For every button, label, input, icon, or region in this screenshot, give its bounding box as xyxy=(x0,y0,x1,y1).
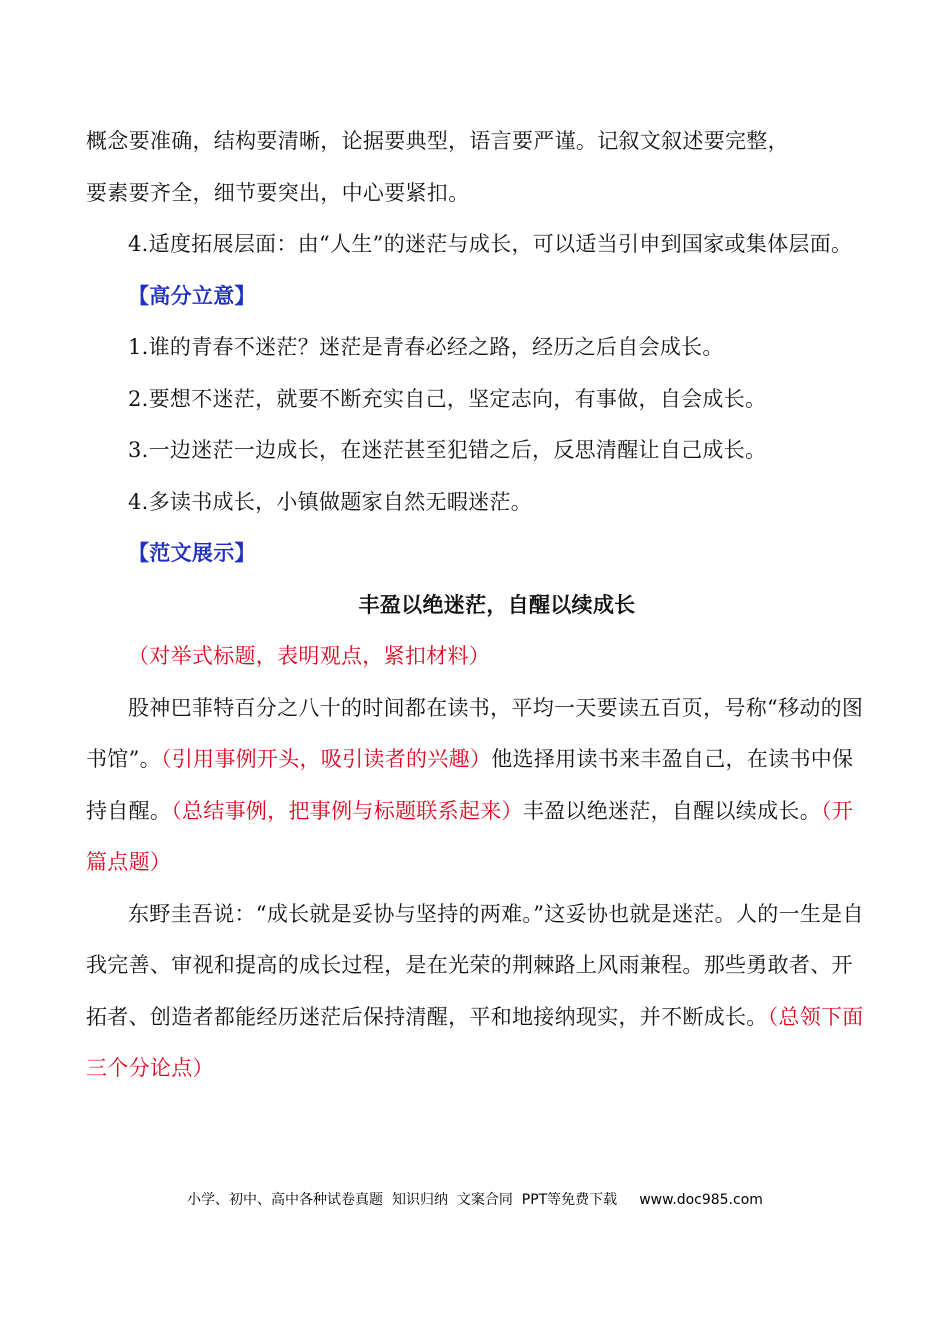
list-item: 1.谁的青春不迷茫？迷茫是青春必经之路，经历之后自会成长。 xyxy=(128,335,724,359)
essay-text: 东野圭吾说：“成长就是妥协与坚持的两难。”这妥协也就是迷茫。人的一生是自我完善、审视和提高的成长过程，是在光荣的荆棘路上风雨兼程。那些勇敢者、开拓者、创造者都能经历迷茫后保持清醒，平和地接纳现实，并不断成长。 xyxy=(86,901,864,1029)
document-body xyxy=(86,116,866,1095)
high-score-heading: 【高分立意】 xyxy=(128,283,256,308)
essay-title: 丰盈以绝迷茫，自醒以续成长 xyxy=(358,592,636,617)
footer-url[interactable]: www.doc985.com xyxy=(639,1192,763,1208)
point-4: 4.适度拓展层面：由“人生”的迷茫与成长，可以适当引申到国家或集体层面。 xyxy=(128,232,853,256)
essay-text: 他选择用读书来丰盈自己，在读书中保持自醒。 xyxy=(86,747,854,823)
list-item: 3.一边迷茫一边成长，在迷茫甚至犯错之后，反思清醒让自己成长。 xyxy=(128,438,767,462)
list-item: 4.多读书成长，小镇做题家自然无暇迷茫。 xyxy=(128,489,533,514)
paragraph-line: 概念要准确，结构要清晰，论据要典型，语言要严谨。记叙文叙述要完整， xyxy=(86,129,789,153)
title-note: （对举式标题，表明观点，紧扣材料） xyxy=(128,644,491,668)
essay-text: 丰盈以绝迷茫，自醒以续成长。 xyxy=(522,798,822,823)
annotation-note: （引用事例开头，吸引读者的兴趣） xyxy=(160,747,492,771)
page-footer xyxy=(0,1189,950,1209)
paragraph-line: 要素要齐全，细节要突出，中心要紧扣。 xyxy=(86,180,470,205)
annotation-note: （总结事例，把事例与标题联系起来） xyxy=(171,798,523,823)
essay-text: 股神巴菲特百分之八十的时间都在读书，平均一天要读五百页，号称“移动的图书馆”。 xyxy=(86,695,864,771)
annotation-note: （开篇点题） xyxy=(86,798,854,874)
paragraph-continued xyxy=(86,116,866,219)
annotation-note: （总领下面三个分论点） xyxy=(86,1004,864,1080)
essay-paragraph-2 xyxy=(86,889,866,1095)
list-item: 2.要想不迷茫，就要不断充实自己，坚定志向，有事做，自会成长。 xyxy=(128,386,767,411)
sample-heading: 【范文展示】 xyxy=(128,541,256,565)
footer-text: 小学、初中、高中各种试卷真题 知识归纳 文案合同 PPT等免费下载 xyxy=(187,1192,618,1208)
essay-paragraph-1 xyxy=(86,683,866,889)
